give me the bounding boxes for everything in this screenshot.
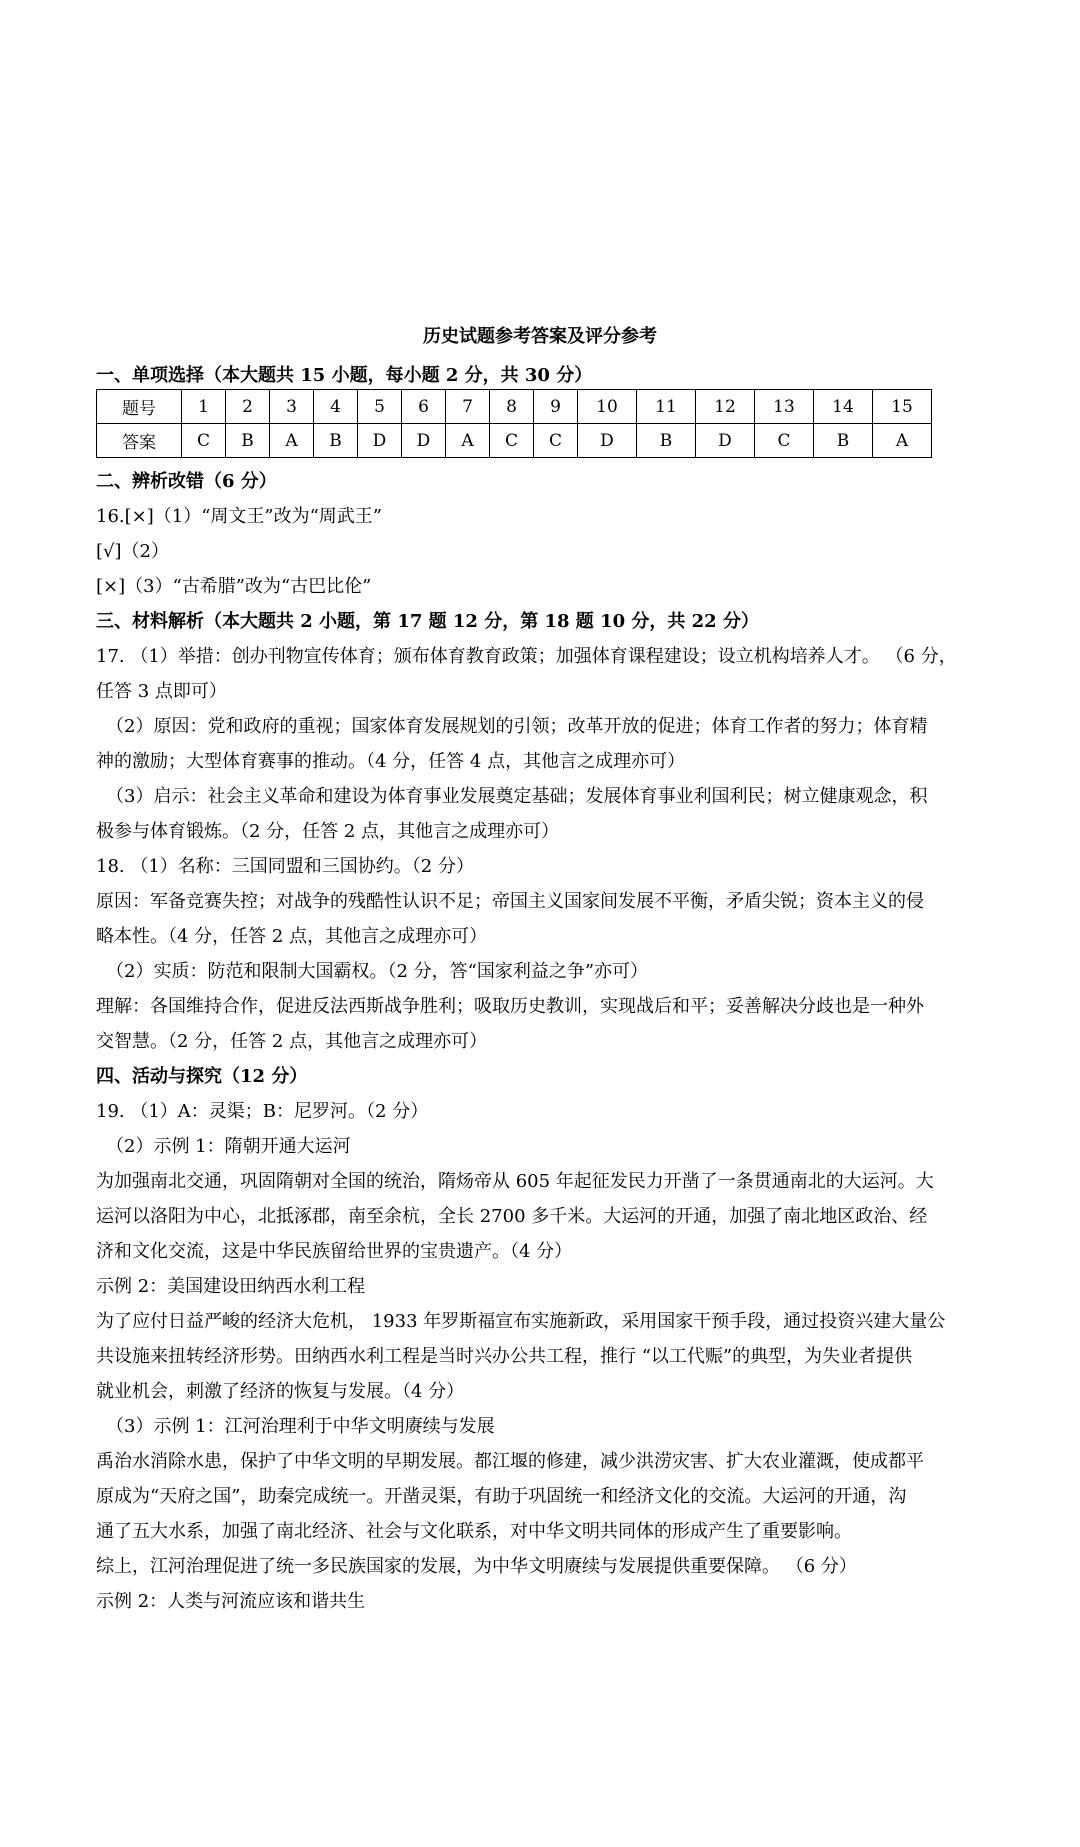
answer-row [97,424,932,458]
answer-table [96,389,932,458]
answer-cell: D [358,424,402,458]
text-line: （2）原因：党和政府的重视；国家体育发展规划的引领；改革开放的促进；体育工作者的努力；体育精 [106,716,928,737]
answer-cell: D [578,424,637,458]
answer-cell: A [270,424,314,458]
answer-cell: A [446,424,490,458]
number-cell: 13 [755,390,814,424]
text-line: 示例 2：人类与河流应该和谐共生 [96,1591,366,1612]
answer-cell: C [490,424,534,458]
number-cell: 9 [534,390,578,424]
answer-cell: B [226,424,270,458]
text-line: 神的激励；大型体育赛事的推动。（4 分，任答 4 点，其他言之成理亦可） [96,751,686,772]
number-cell: 5 [358,390,402,424]
text-line: 就业机会，刺激了经济的恢复与发展。（4 分） [96,1381,465,1402]
answer-cell: D [696,424,755,458]
section2-heading: 二、辨析改错（6 分） [96,471,277,492]
text-line: 原成为“天府之国”，助秦完成统一。开凿灵渠，有助于巩固统一和经济文化的交流。大运河的开通，沟 [96,1486,907,1507]
text-line: 运河以洛阳为中心，北抵涿郡，南至余杭，全长 2700 多千米。大运河的开通，加强了南北地区政治、经 [96,1206,928,1227]
row-label-number: 题号 [97,390,182,424]
answer-cell: A [873,424,932,458]
answer-cell: B [637,424,696,458]
answer-cell: D [402,424,446,458]
text-line: （3）启示：社会主义革命和建设为体育事业发展奠定基础；发展体育事业利国利民；树立健康观念，积 [106,786,928,807]
text-line: 共设施来扭转经济形势。田纳西水利工程是当时兴办公共工程，推行 “以工代赈”的典型，为失业者提供 [96,1346,913,1367]
number-cell: 11 [637,390,696,424]
answer-cell: C [755,424,814,458]
text-line: 禹治水消除水患，保护了中华文明的早期发展。都江堰的修建，减少洪涝灾害、扩大农业灌溉，使成都平 [96,1451,924,1472]
number-row [97,390,932,424]
section1-heading: 一、单项选择（本大题共 15 小题，每小题 2 分，共 30 分） [96,365,593,386]
number-cell: 8 [490,390,534,424]
page-title: 历史试题参考答案及评分参考 [423,326,657,347]
text-line: 示例 2：美国建设田纳西水利工程 [96,1276,366,1297]
text-line: 19. （1）A：灵渠；B：尼罗河。（2 分） [96,1101,429,1122]
text-line: 理解：各国维持合作，促进反法西斯战争胜利；吸取历史教训，实现战后和平；妥善解决分歧也是一种外 [96,996,924,1017]
text-line: 综上，江河治理促进了统一多民族国家的发展，为中华文明赓续与发展提供重要保障。 （6 分） [96,1556,857,1577]
text-line: 18. （1）名称：三国同盟和三国协约。（2 分） [96,856,474,877]
text-line: 极参与体育锻炼。（2 分，任答 2 点，其他言之成理亦可） [96,821,560,842]
text-line: 略本性。（4 分，任答 2 点，其他言之成理亦可） [96,926,488,947]
text-line: 16.[×]（1）“周文王”改为“周武王” [96,506,383,527]
text-line: [×]（3）“古希腊”改为“古巴比伦” [96,576,372,597]
answer-cell: C [182,424,226,458]
section3-heading: 三、材料解析（本大题共 2 小题，第 17 题 12 分，第 18 题 10 分，共 22 分） [96,611,759,632]
number-cell: 15 [873,390,932,424]
text-line: （3）示例 1：江河治理利于中华文明赓续与发展 [106,1416,495,1437]
text-line: 为了应付日益严峻的经济大危机， 1933 年罗斯福宣布实施新政，采用国家干预手段，通过投资兴建大量公 [96,1311,946,1332]
number-cell: 2 [226,390,270,424]
text-line: （2）实质：防范和限制大国霸权。（2 分，答“国家利益之争”亦可） [106,961,649,982]
text-line: 任答 3 点即可） [96,681,227,702]
text-line: 为加强南北交通，巩固隋朝对全国的统治，隋炀帝从 605 年起征发民力开凿了一条贯通南北的大运河。大 [96,1171,934,1192]
text-line: 17. （1）举措：创办刊物宣传体育；颁布体育教育政策；加强体育课程建设；设立机构培养人才。 （6 分， [96,646,957,667]
section4-heading: 四、活动与探究（12 分） [96,1066,308,1087]
number-cell: 1 [182,390,226,424]
number-cell: 3 [270,390,314,424]
row-label-answer: 答案 [97,424,182,458]
text-line: 济和文化交流，这是中华民族留给世界的宝贵遗产。（4 分） [96,1241,573,1262]
text-line: 交智慧。（2 分，任答 2 点，其他言之成理亦可） [96,1031,488,1052]
text-line: 原因：军备竞赛失控；对战争的残酷性认识不足；帝国主义国家间发展不平衡，矛盾尖锐；资本主义的侵 [96,891,924,912]
number-cell: 14 [814,390,873,424]
number-cell: 6 [402,390,446,424]
answer-cell: B [314,424,358,458]
text-line: [√]（2） [96,541,169,562]
number-cell: 12 [696,390,755,424]
answer-cell: C [534,424,578,458]
text-line: （2）示例 1：隋朝开通大运河 [106,1136,351,1157]
number-cell: 10 [578,390,637,424]
text-line: 通了五大水系，加强了南北经济、社会与文化联系，对中华文明共同体的形成产生了重要影响。 [96,1521,852,1542]
number-cell: 4 [314,390,358,424]
number-cell: 7 [446,390,490,424]
answer-cell: B [814,424,873,458]
